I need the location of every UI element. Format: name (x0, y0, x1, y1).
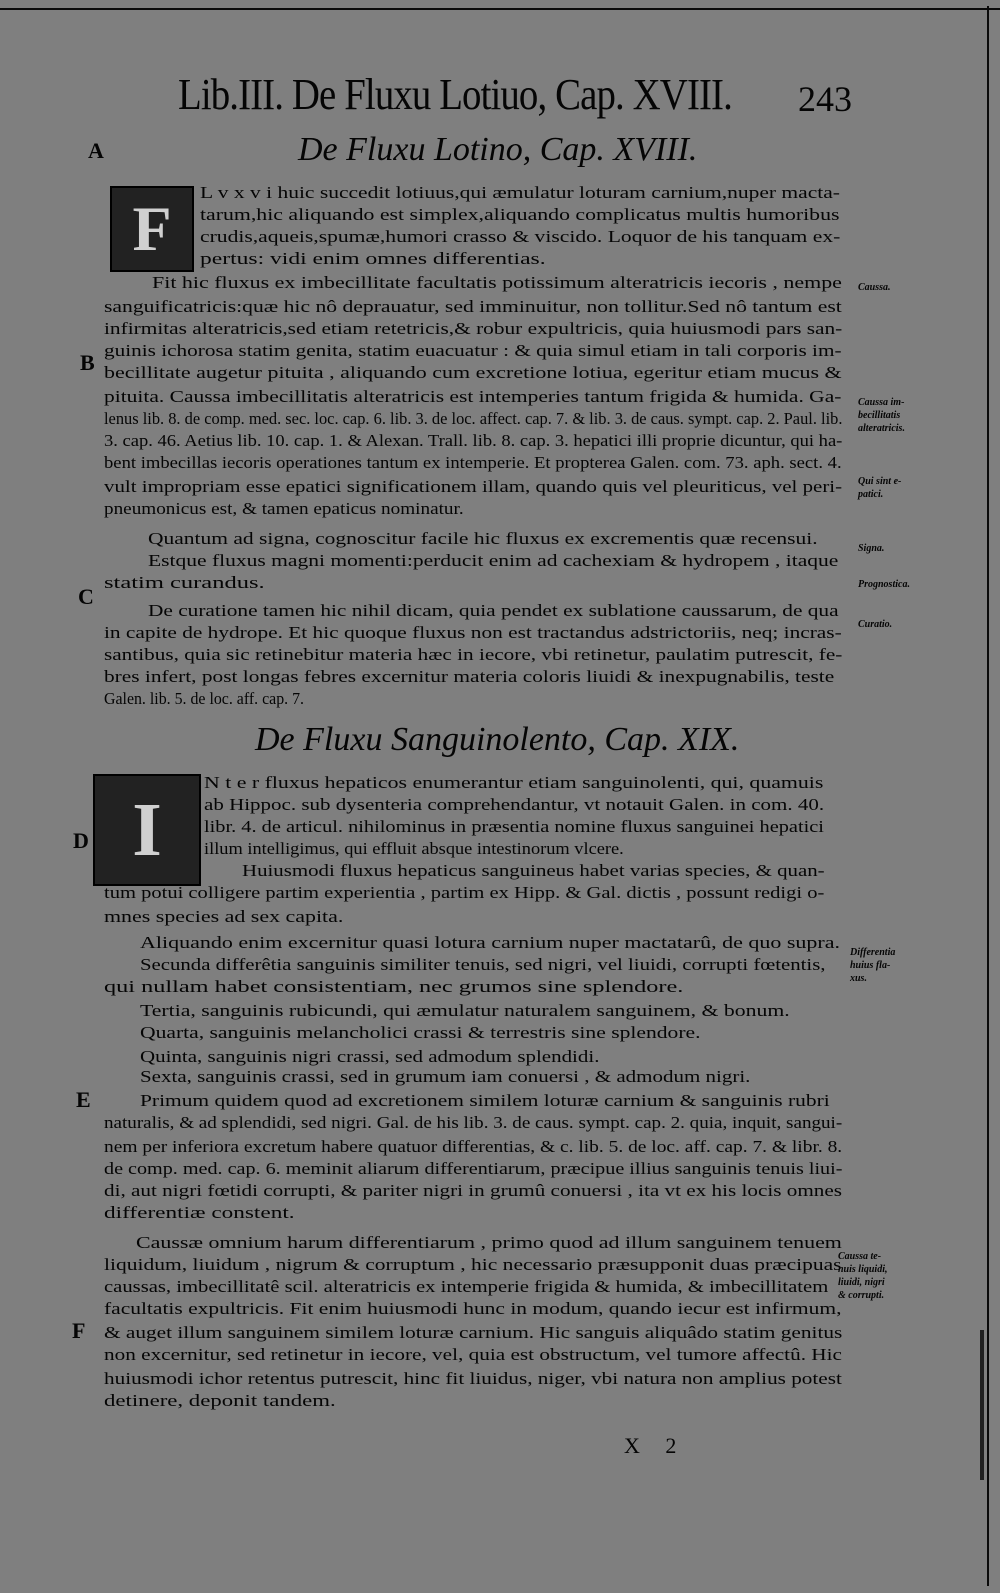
text-line: Huiusmodi fluxus hepaticus sanguineus habet varias species, & quan- (242, 861, 825, 880)
margin-note-caussa-tenuis: Caussa te- nuis liquidi, liuidi, nigri & corrupti. (838, 1251, 888, 1301)
text-line: Galen. lib. 5. de loc. aff. cap. 7. (104, 689, 305, 708)
section-letter-d: D (73, 828, 89, 853)
section-letter-a: A (88, 138, 104, 163)
text-line: lenus lib. 8. de comp. med. sec. loc. cap. 6. lib. 3. de loc. affect. cap. 7. & lib. 3. de caus. sympt. cap. 2. Paul. lib. (104, 409, 843, 428)
text-line: vult impropriam esse epatici significationem illam, quando quis vel pleuriticus, vel peri- (104, 477, 843, 496)
section-letter-b: B (80, 350, 95, 375)
margin-note-differentia: Differentia huius fla- xus. (850, 947, 896, 984)
text-line: guinis ichorosa statim genita, statim euacuatur : & quia simul etiam in tali corporis im- (104, 341, 842, 360)
text-line: Caussæ omnium harum differentiarum , primo quod ad illum sanguinem tenuem (136, 1233, 842, 1252)
text-line: illum intelligimus, qui effluit absque intestinorum vlcere. (204, 839, 624, 858)
section-letter-c: C (78, 584, 94, 609)
text-line: Aliquando enim excernitur quasi lotura carnium nuper mactatarû, de quo supra. (140, 933, 840, 952)
signature-mark: X 2 (624, 1433, 687, 1458)
text-line: detinere, deponit tandem. (104, 1391, 336, 1410)
text-line: differentiæ constent. (104, 1203, 295, 1222)
text-line: N t e r fluxus hepaticos enumerantur etiam sanguinolenti, qui, quamuis (204, 773, 824, 792)
text-line: nem per inferiora excretum habere quatuor differentias, & c. lib. 5. de loc. aff. cap. 7. & libr. 8. (104, 1137, 843, 1156)
text-line: santibus, quia sic retinebitur materia hæc in iecore, vbi retinetur, paulatim putrescit, fe- (104, 645, 843, 664)
margin-note-signa: Signa. (858, 543, 885, 554)
margin-note-qui-sint-epatici: Qui sint e- patici. (858, 476, 902, 500)
section-letter-e: E (76, 1087, 91, 1112)
text-line: naturalis, & ad splendidi, sed nigri. Gal. de his lib. 3. de caus. sympt. cap. 2. quia, inquit, sangui- (104, 1113, 843, 1132)
text-line: huiusmodi ichor retentus putrescit, hinc fit liuidus, niger, vbi natura non amplius potest (104, 1369, 842, 1388)
text-line: sanguificatricis:quæ hic nô deprauatur, sed imminuitur, non tollitur.Sed nô tantum est (104, 297, 842, 316)
text-line: & auget illum sanguinem similem loturæ carnium. Hic sanguis aliquâdo statim genitus (104, 1323, 843, 1342)
text-line: infirmitas alteratricis,sed etiam retetricis,& robur expultricis, quia huiusmodi pars san- (104, 319, 843, 338)
decorated-initial-i: I (93, 774, 201, 886)
text-line: mnes species ad sex capita. (104, 907, 344, 926)
text-line: crudis,aqueis,spumæ,humori crasso & viscido. Loquor de his tanquam ex- (200, 227, 841, 246)
text-line: De curatione tamen hic nihil dicam, quia pendet ex sublatione caussarum, de qua (148, 601, 839, 620)
text-line: bres infert, post longas febres excernitur materia coloris liuidi & inexpugnabilis, teste (104, 667, 835, 686)
text-line: Quinta, sanguinis nigri crassi, sed admodum splendidi. (140, 1047, 600, 1066)
text-line: qui nullam habet consistentiam, nec grumos sine splendore. (104, 977, 684, 996)
text-line: Fit hic fluxus ex imbecillitate facultatis potissimum alteratricis iecoris , nempe (152, 273, 842, 292)
text-line: facultatis expultricis. Fit enim huiusmodi hunc in modum, quando iecur est infirmum, (104, 1299, 842, 1318)
text-line: Secunda differêtia sanguinis similiter tenuis, sed nigri, vel liuidi, corrupti fœtentis, (140, 955, 826, 974)
text-line: becillitate augetur pituita , aliquando cum excretione lotiua, egeritur etiam mucus & (104, 363, 842, 382)
text-line: tum potui colligere partim experientia , partim ex Hipp. & Gal. dictis , possunt redigi o- (104, 883, 825, 902)
margin-note-prognostica: Prognostica. (858, 579, 910, 590)
text-line: pituita. Caussa imbecillitatis alteratricis est intemperies tantum frigida & humida. Ga- (104, 387, 842, 406)
text-line: libr. 4. de articul. nihilominus in præsentia nomine fluxus sanguinei hepatici (204, 817, 824, 836)
text-line: in capite de hydrope. Et hic quoque fluxus non est tractandus adstrictoriis, neq; incras- (104, 623, 842, 642)
margin-note-caussa-imbecillitatis: Caussa im- becillitatis alteratricis. (858, 397, 905, 434)
text-line: de comp. med. cap. 6. meminit aliarum differentiarum, præcipue illius sanguinis tenuis liui- (104, 1159, 843, 1178)
page-number: 243 (798, 79, 852, 119)
text-line: ab Hippoc. sub dysenteria comprehendantur, vt notauit Galen. in com. 40. (204, 795, 825, 814)
text-line: liquidum, liuidum , nigrum & corruptum , hic necessario præsupponit duas præcipuas (104, 1255, 842, 1274)
margin-note-caussa: Caussa. (858, 282, 891, 293)
section-letter-f: F (72, 1318, 86, 1343)
text-line: L v x v i huic succedit lotiuus,qui æmulatur loturam carnium,nuper macta- (200, 183, 840, 202)
page-top-edge (0, 8, 1000, 10)
decorated-initial-f: F (110, 186, 194, 272)
text-line: pertus: vidi enim omnes differentias. (200, 249, 546, 268)
text-line: tarum,hic aliquando est simplex,aliquando complicatus multis humoribus (200, 205, 840, 224)
text-line: bent imbecillas iecoris operationes tantum ex intemperie. Et propterea Galen. com. 73. aph. sect. 4. (104, 453, 842, 472)
text-line: Estque fluxus magni momenti:perducit enim ad cachexiam & hydropem , itaque (148, 551, 839, 570)
text-line: caussas, imbecillitatê scil. alteratricis ex intemperie frigida & humida, & imbecillitatem (104, 1277, 829, 1296)
text-line: Primum quidem quod ad excretionem similem loturæ carnium & sanguinis rubri (140, 1091, 830, 1110)
text-line: statim curandus. (104, 573, 265, 592)
text-line: Quantum ad signa, cognoscitur facile hic fluxus ex excrementis quæ recensui. (148, 529, 818, 548)
text-line: 3. cap. 46. Aetius lib. 10. cap. 1. & Alexan. Trall. lib. 8. cap. 3. hepatici illi proprie dicuntur, qui ha- (104, 431, 843, 450)
text-line: Quarta, sanguinis melancholici crassi & terrestris sine splendore. (140, 1023, 701, 1042)
text-line: Sexta, sanguinis crassi, sed in grumum iam conuersi , & admodum nigri. (140, 1067, 751, 1086)
chapter-title-fluxu-sanguinolento: De Fluxu Sanguinolento, Cap. XIX. (255, 721, 740, 758)
page-right-edge (987, 6, 989, 1586)
margin-note-curatio: Curatio. (858, 619, 893, 630)
text-line: pneumonicus est, & tamen epaticus nominatur. (104, 499, 464, 518)
text-line: non excernitur, sed retinetur in iecore, vel, quia est obstructum, vel tumore affectû. Hic (104, 1345, 842, 1364)
scan-mark (980, 1330, 984, 1480)
text-line: di, aut nigri fœtidi corrupti, & pariter nigri in grumû conuersi , ita vt ex his locis omnes (104, 1181, 842, 1200)
chapter-title-fluxu-lotino: De Fluxu Lotino, Cap. XVIII. (298, 131, 698, 168)
running-head: Lib.III. De Fluxu Lotiuo, Cap. XVIII. (178, 70, 732, 119)
text-line: Tertia, sanguinis rubicundi, qui æmulatur naturalem sanguinem, & bonum. (140, 1001, 790, 1020)
